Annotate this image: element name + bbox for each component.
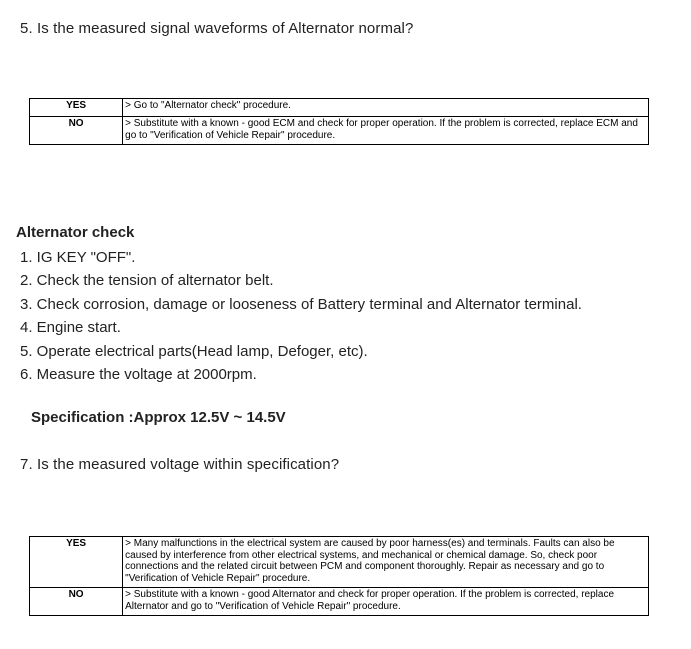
table-row-yes (30, 537, 649, 588)
action-yes: > Many malfunctions in the electrical system are caused by poor harness(es) and terminals. Faults can also be caused by interference from other electrical systems, and mechanical or chemical damage. So, check poor connections and the related circuit between PCM and component thoroughly. Repair as necessary and go to "Verification of Vehicle Repair" procedure. (123, 537, 649, 588)
action-yes: > Go to "Alternator check" procedure. (123, 99, 649, 117)
action-no: > Substitute with a known - good ECM and check for proper operation. If the problem is corrected, replace ECM and go to "Verification of Vehicle Repair" procedure. (123, 117, 649, 145)
step-item: 5. Operate electrical parts(Head lamp, Defoger, etc). (20, 342, 368, 360)
answer-yes: YES (30, 537, 123, 588)
result-table-q7 (29, 536, 649, 616)
answer-no: NO (30, 117, 123, 145)
answer-no: NO (30, 588, 123, 616)
question-5: 5. Is the measured signal waveforms of Alternator normal? (20, 20, 414, 37)
table-row-no (30, 588, 649, 616)
table-row-yes (30, 99, 649, 117)
answer-yes: YES (30, 99, 123, 117)
step-item: 1. IG KEY "OFF". (20, 249, 136, 266)
step-item: 2. Check the tension of alternator belt. (20, 272, 274, 290)
section-title: Alternator check (16, 224, 135, 241)
step-item: 6. Measure the voltage at 2000rpm. (20, 365, 257, 383)
step-item: 4. Engine start. (20, 319, 121, 337)
question-7: 7. Is the measured voltage within specification? (20, 456, 340, 473)
steps-list (20, 246, 582, 386)
result-table-q5 (29, 98, 649, 145)
table-row-no (30, 117, 649, 145)
action-no: > Substitute with a known - good Alternator and check for proper operation. If the problem is corrected, replace Alternator and go to "Verification of Vehicle Repair" procedure. (123, 588, 649, 616)
specification: Specification :Approx 12.5V ~ 14.5V (31, 409, 286, 426)
step-item: 3. Check corrosion, damage or looseness of Battery terminal and Alternator terminal. (20, 295, 582, 313)
